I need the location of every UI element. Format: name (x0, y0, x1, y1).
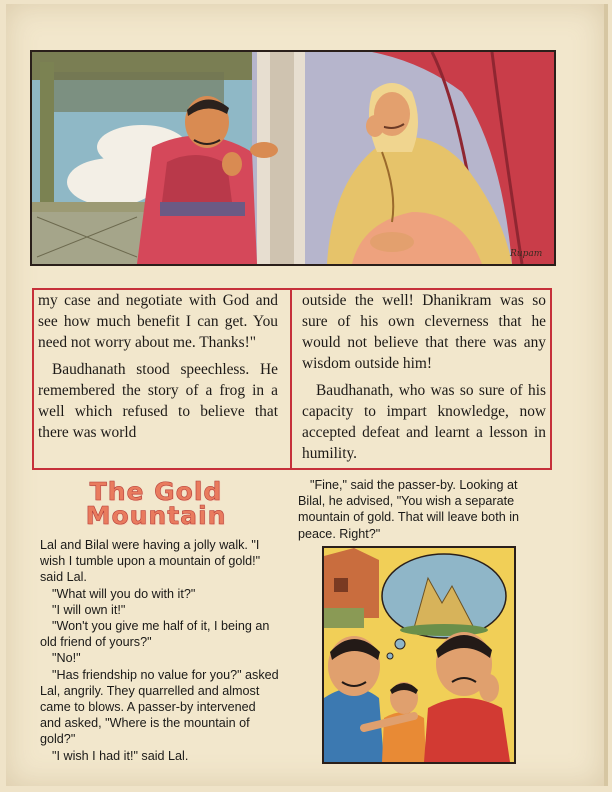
story-paragraph: my case and negotiate with God and see how much benefit I can get. You need not worry about me. Thanks!" (38, 292, 278, 351)
story-right-column (302, 290, 546, 464)
story-paragraph: "I wish I had it!" said Lal. (52, 748, 189, 763)
story-title (46, 477, 266, 530)
story-continuation-box (32, 288, 552, 470)
top-illustration (30, 50, 556, 266)
story-paragraph: outside the well! Dhanikram was so sure of his own cleverness that he would not believe that there was any wisdom outside him! (302, 292, 546, 372)
story-paragraph: Baudhanath, who was so sure of his capacity to impart knowledge, now accepted defeat and learnt a lesson in humility. (302, 382, 546, 462)
column-divider (290, 288, 292, 470)
story-paragraph: "Fine," said the passer-by. Looking at Bilal, he advised, "You wish a separate mountain of gold. That will leave both in peace. Right?" (298, 478, 519, 541)
story-paragraph: "I will own it!" (52, 602, 126, 617)
story-paragraph: "Has friendship no value for you?" asked Lal, angrily. They quarrelled and almost came to blows. A passer-by intervened and asked, "Where is the mountain of gold?" (40, 667, 279, 747)
story-left-column (38, 290, 278, 443)
gold-story-left-column (40, 537, 280, 764)
story-paragraph: "No!" (52, 651, 81, 666)
story-paragraph: Lal and Bilal were having a jolly walk. "I wish I tumble upon a mountain of gold!" said Lal. (40, 538, 261, 585)
magazine-page (6, 4, 608, 786)
story-title-line: The Gold (89, 477, 223, 506)
story-paragraph: "What will you do with it?" (52, 586, 196, 601)
gold-story-right-column (298, 477, 544, 542)
story-paragraph: "Won't you give me half of it, I being an old friend of yours?" (40, 619, 270, 650)
story-title-line: Mountain (85, 501, 227, 530)
artist-signature: Rupam (510, 249, 543, 259)
story-paragraph: Baudhanath stood speechless. He remembered the story of a frog in a well which refused to believe that there was world (38, 361, 278, 441)
gold-mountain-illustration (322, 546, 516, 764)
